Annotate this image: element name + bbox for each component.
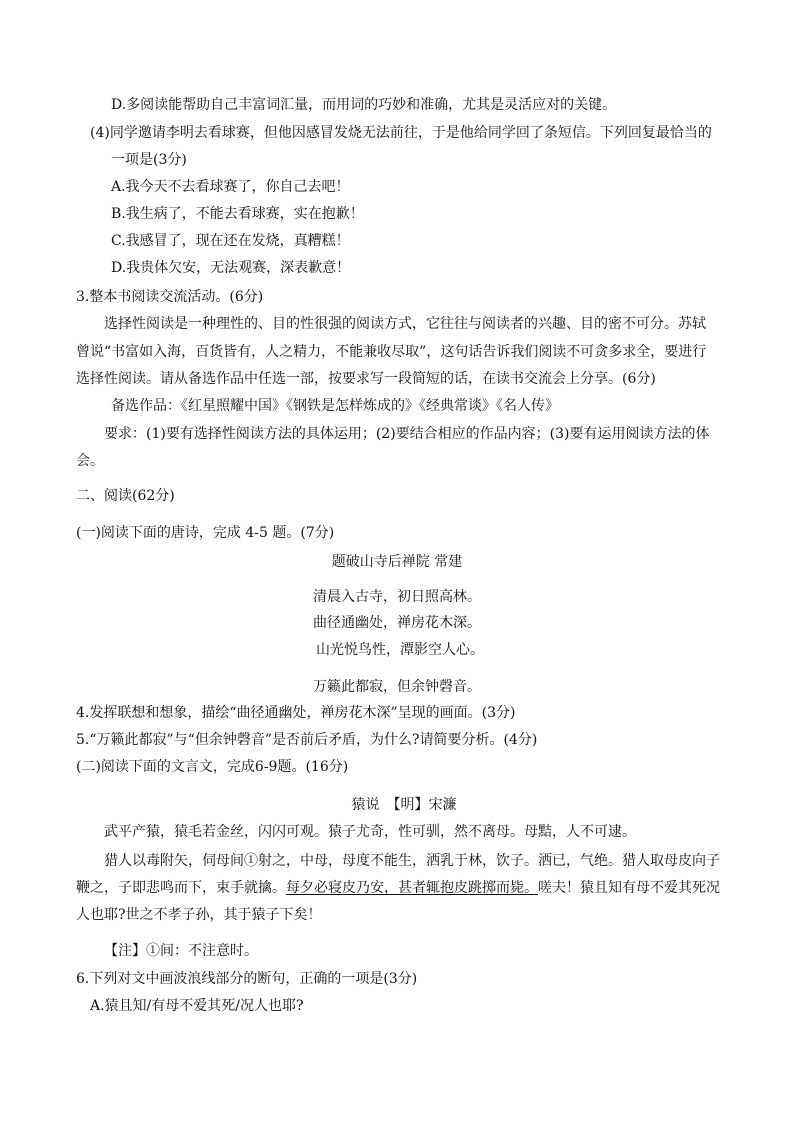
q2-sub4-option-b: B.我生病了，不能去看球赛，实在抱歉！ bbox=[111, 206, 364, 222]
poem-line-4: 万籁此都寂，但余钟磬音。 bbox=[313, 679, 481, 695]
poem-line-3: 山光悦鸟性，潭影空人心。 bbox=[316, 642, 484, 658]
poem-line-2: 曲径通幽处，禅房花木深。 bbox=[313, 615, 481, 631]
q2-option-d: D.多阅读能帮助自己丰富词汇量，而用词的巧妙和准确，尤其是灵活应对的关键。 bbox=[111, 97, 617, 113]
essay-paragraph-1: 武平产猿，猿毛若金丝，闪闪可观。猿子尤奇，性可驯，然不离母。母黠，人不可逮。 bbox=[104, 824, 636, 840]
essay-note: 【注】①间：不注意时。 bbox=[104, 943, 258, 959]
question-6: 6.下列对文中画波浪线部分的断句，正确的一项是(3分) bbox=[76, 971, 418, 987]
essay-text-segment: 鞭之，子即悲鸣而下，束手就擒。 bbox=[76, 880, 286, 896]
essay-title: 猿说 【明】宋濂 bbox=[351, 797, 457, 813]
part1-intro: (一)阅读下面的唐诗，完成 4-5 题。(7分) bbox=[76, 525, 335, 541]
q3-requirements-line1: 要求：(1)要有选择性阅读方法的具体运用；(2)要结合相应的作品内容；(3)要有运用阅读方法的体 bbox=[104, 426, 710, 442]
q3-paragraph-line2: 曾说“书富如入海，百货皆有，人之精力，不能兼收尽取”，这句话告诉我们阅读不可贪多求全，要进行 bbox=[76, 344, 707, 360]
essay-paragraph-2-line1: 猎人以毒附矢，伺母间①射之，中母，母度不能生，洒乳于林，饮子。洒已，气绝。猎人取母皮向子 bbox=[104, 853, 720, 869]
part2-intro: (二)阅读下面的文言文，完成6-9题。(16分) bbox=[76, 759, 349, 775]
q2-sub4-stem-line1: (4)同学邀请李明去看球赛，但他因感冒发烧无法前往，于是他给同学回了条短信。下列回复最恰当的 bbox=[90, 125, 712, 141]
question-4: 4.发挥联想和想象，描绘“曲径通幽处，禅房花木深”呈现的画面。(3分) bbox=[76, 705, 516, 721]
section2-title: 二、阅读(62分) bbox=[76, 488, 175, 504]
essay-text-segment-wavy-part: 嗟夫！猿且知有母不爱其死况 bbox=[538, 880, 720, 896]
essay-paragraph-2-line2 bbox=[76, 879, 720, 897]
poem-title: 题破山寺后禅院 常建 bbox=[331, 554, 463, 570]
question-5: 5.“万籁此都寂”与“但余钟磬音”是否前后矛盾，为什么?请简要分析。(4分) bbox=[76, 732, 538, 748]
poem-line-1: 清晨入古寺，初日照高林。 bbox=[313, 589, 481, 605]
q2-sub4-stem-line2: 一项是(3分) bbox=[111, 152, 187, 168]
q3-paragraph-line3: 选择性阅读。请从备选作品中任选一部，按要求写一段简短的话，在读书交流会上分享。(6分) bbox=[76, 371, 656, 387]
q2-sub4-option-c: C.我感冒了，现在还在发烧，真糟糕！ bbox=[111, 233, 350, 249]
essay-paragraph-2-line3: 人也耶?世之不孝子孙，其于猿子下矣！ bbox=[76, 907, 322, 923]
q3-paragraph-line1: 选择性阅读是一种理性的、目的性很强的阅读方式，它往往与阅读者的兴趣、目的密不可分。苏轼 bbox=[104, 316, 706, 332]
q3-candidate-works: 备选作品：《红星照耀中国》《钢铁是怎样炼成的》《经典常谈》《名人传》 bbox=[111, 398, 559, 414]
q2-sub4-option-a: A.我今天不去看球赛了，你自己去吧！ bbox=[111, 179, 350, 195]
q3-requirements-line2: 会。 bbox=[76, 453, 104, 469]
q2-sub4-option-d: D.我贵体欠安，无法观赛，深表歉意！ bbox=[111, 260, 351, 276]
q3-title: 3.整本书阅读交流活动。(6分) bbox=[76, 289, 264, 305]
question-6-option-a: A.猿且知/有母不爱其死/况人也耶? bbox=[90, 998, 304, 1014]
underlined-sentence: 每夕必寝皮乃安，甚者辄抱皮跳掷而毙。 bbox=[286, 880, 538, 896]
